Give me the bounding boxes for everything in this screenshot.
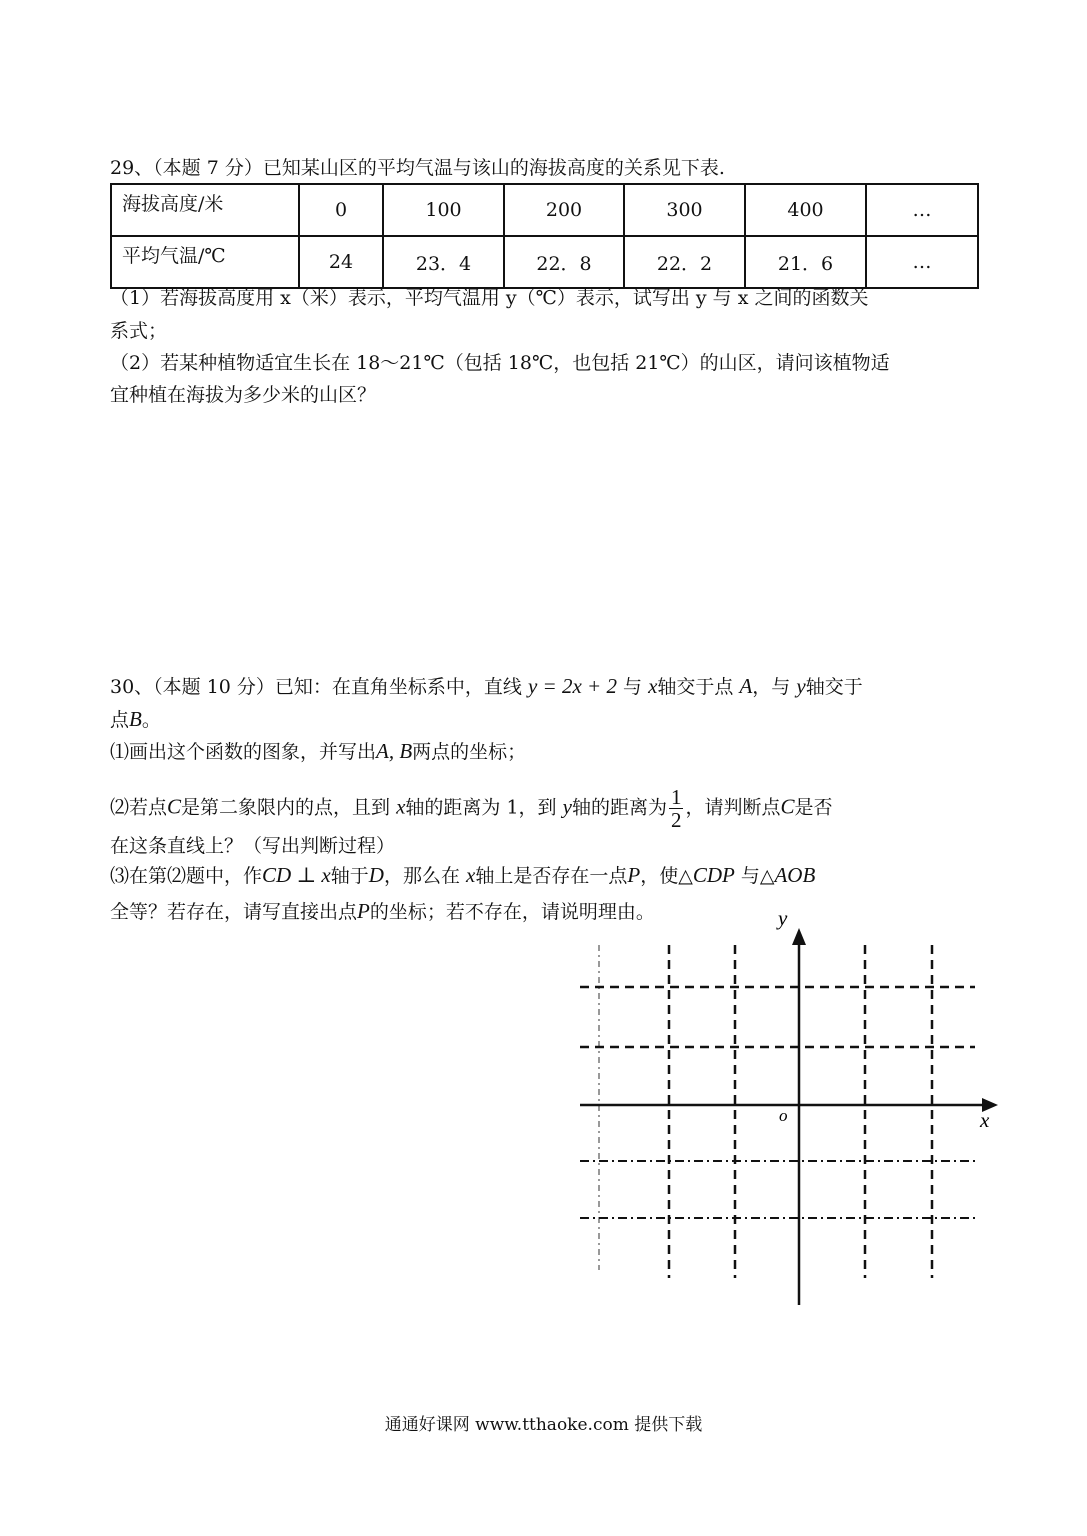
- text: 。: [141, 709, 161, 731]
- table-row-altitude: [111, 184, 978, 236]
- text: 与△: [740, 865, 775, 887]
- altitude-temperature-table: [110, 183, 979, 289]
- table-cell: …: [866, 184, 978, 236]
- table-cell: 100: [383, 184, 504, 236]
- table-cell: …: [866, 236, 978, 288]
- text: 与: [623, 676, 643, 698]
- math-var: y: [796, 674, 806, 698]
- text: 两点的坐标；: [412, 741, 527, 763]
- text: 是第二象限内的点，且到: [181, 796, 391, 819]
- fraction-numerator: 1: [670, 785, 682, 809]
- q29-title: 29、（本题 7 分）已知某山区的平均气温与该山的海拔高度的关系见下表.: [110, 157, 725, 179]
- text: ⑵若点: [110, 796, 168, 819]
- table-cell: 300: [624, 184, 745, 236]
- text: 轴交于: [805, 676, 863, 698]
- q29-part1-line1: （1）若海拔高度用 x（米）表示，平均气温用 y（℃）表示，试写出 y 与 x 之间的函数关: [110, 287, 869, 309]
- math-var: x: [466, 863, 476, 887]
- q29-part2-line1: （2）若某种植物适宜生长在 18～21℃（包括 18℃，也包括 21℃）的山区，请问该植物适: [110, 352, 890, 374]
- math-var: AOB: [774, 863, 816, 887]
- table-cell: 200: [504, 184, 624, 236]
- text: 全等？若存在，请写直接出点: [110, 901, 358, 923]
- text: 轴于: [330, 865, 369, 887]
- text: 的坐标；若不存在，请说明理由。: [369, 901, 655, 923]
- text: ，与: [752, 676, 791, 698]
- table-header-altitude: 海拔高度/米: [111, 184, 299, 236]
- q30-part1: [110, 738, 526, 765]
- q29-part2-line2: 宜种植在海拔为多少米的山区？: [110, 384, 377, 406]
- text: ⑴画出这个函数的图象，并写出: [110, 741, 377, 763]
- text: ，请判断点: [685, 796, 781, 819]
- table-cell: 21．6: [745, 236, 866, 288]
- math-var: A, B: [376, 739, 413, 763]
- table-cell: 0: [299, 184, 383, 236]
- math-var: D: [368, 863, 384, 887]
- text: 是否: [794, 796, 833, 819]
- math-var: x: [396, 794, 406, 819]
- table-cell: 22．2: [624, 236, 745, 288]
- q30-line2: [110, 706, 161, 733]
- math-var: B: [129, 707, 142, 731]
- q30-part3-line1: [110, 862, 815, 889]
- q29-part1-line2: 系式；: [110, 320, 168, 342]
- fraction-one-half: [669, 786, 684, 831]
- table-row-temperature: [111, 236, 978, 288]
- math-var: C: [780, 794, 795, 819]
- table-cell: 22．8: [504, 236, 624, 288]
- table-cell: 400: [745, 184, 866, 236]
- coordinate-grid: [570, 900, 1010, 1320]
- footer: 通通好课网 www.tthaoke.com 提供下载: [384, 1415, 703, 1435]
- q30-line1: [110, 673, 863, 700]
- table-cell: 23．4: [383, 236, 504, 288]
- math-expr: CD ⊥ x: [262, 863, 331, 887]
- table-header-temperature: 平均气温/℃: [111, 236, 299, 288]
- q30-part2-line2: 在这条直线上？（写出判断过程）: [110, 835, 396, 857]
- fraction-denominator: 2: [670, 808, 682, 832]
- math-var: P: [357, 899, 370, 923]
- x-axis-label: x: [980, 1108, 990, 1132]
- text: 30、（本题 10 分）已知：在直角坐标系中，直线: [110, 676, 522, 698]
- math-var: P: [627, 863, 641, 887]
- text: 轴上是否存在一点: [475, 865, 628, 887]
- math-var: A: [739, 674, 753, 698]
- origin-label: o: [779, 1106, 788, 1125]
- math-var: C: [167, 794, 182, 819]
- math-var: CDP: [692, 863, 735, 887]
- math-var: y: [562, 794, 572, 819]
- text: 轴的距离为 1，到: [405, 796, 557, 819]
- text: 点: [110, 709, 130, 731]
- text: ，使△: [640, 865, 693, 887]
- text: 轴交于点: [657, 676, 734, 698]
- y-axis-label: y: [778, 906, 788, 930]
- text: ⑶在第⑵题中，作: [110, 865, 263, 887]
- text: ，那么在: [383, 865, 460, 887]
- table-cell: 24: [299, 236, 383, 288]
- q30-part2-line1: [110, 786, 833, 831]
- text: 轴的距离为: [571, 796, 667, 819]
- y-axis-arrow-icon: [792, 928, 806, 945]
- equation: y = 2x + 2: [527, 674, 617, 698]
- math-var: x: [648, 674, 658, 698]
